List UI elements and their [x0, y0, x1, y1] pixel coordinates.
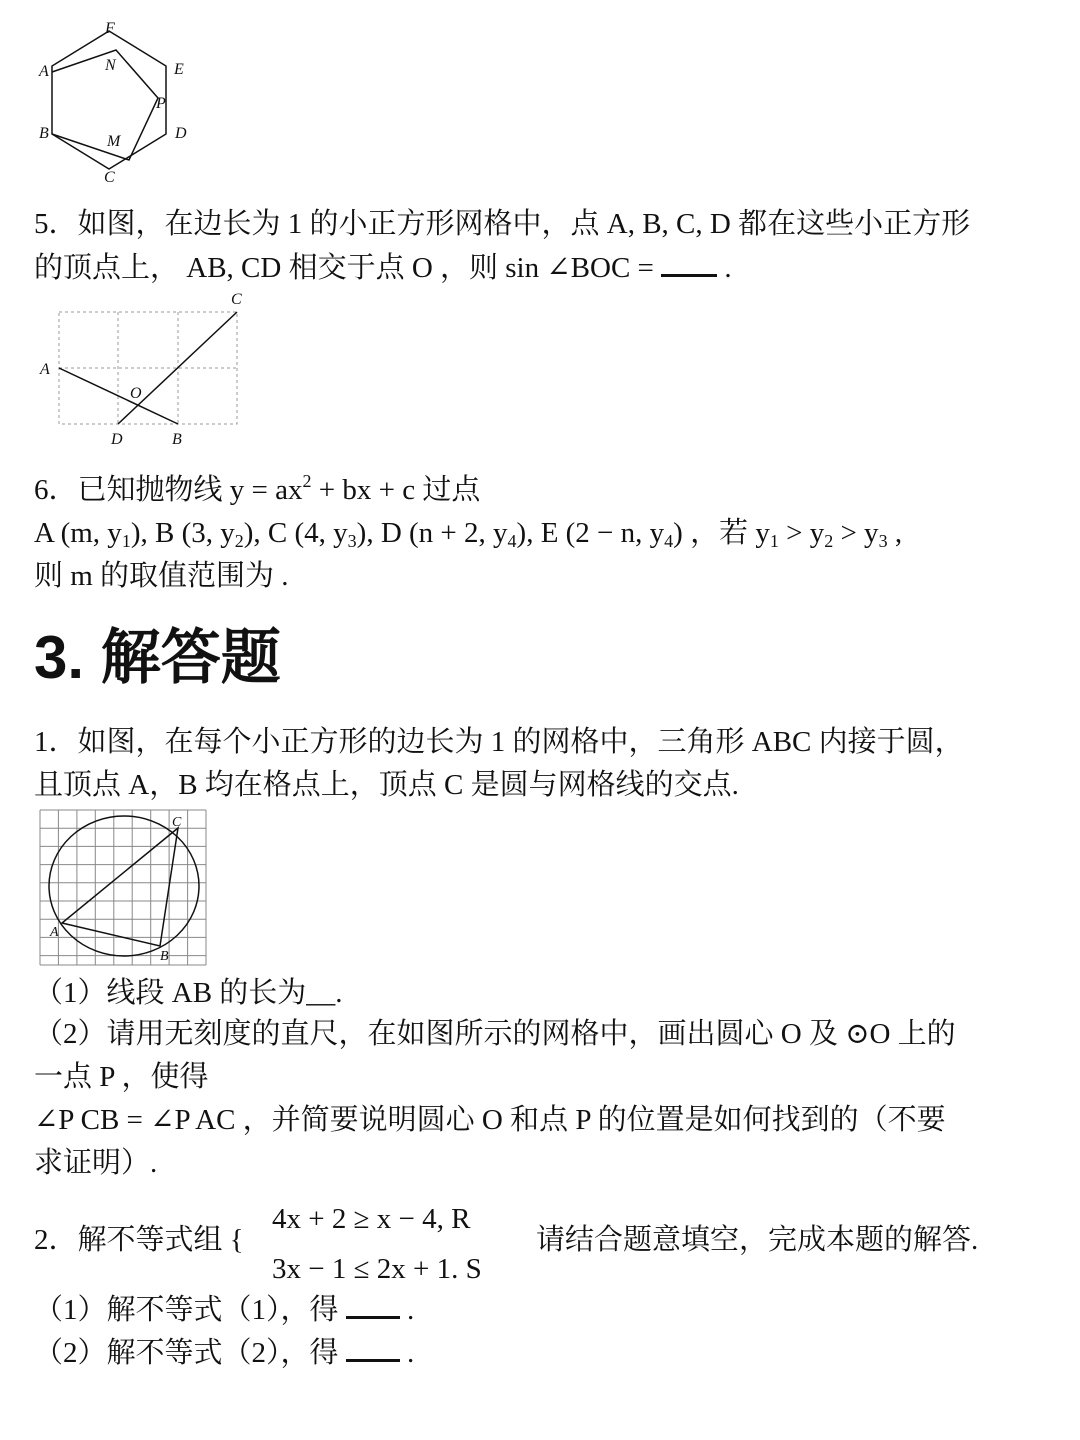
- label-F: F: [105, 20, 115, 37]
- a1-sub2-line1: （2）请用无刻度的直尺，在如图所示的网格中，画出圆心 O 及 ⊙O 上的: [34, 1018, 956, 1050]
- a2-sub2-blank[interactable]: [346, 1333, 400, 1362]
- q5-line1: 5．如图，在边长为 1 的小正方形网格中，点 A, B, C, D 都在这些小正方形: [34, 208, 971, 240]
- circle-grid-figure: [38, 808, 210, 968]
- a2-sub2-period: .: [407, 1337, 415, 1369]
- q6-text: ), B (3, y: [130, 517, 235, 549]
- q6-text: ), E (2 − n, y: [516, 517, 665, 549]
- triangle-ABC: [62, 828, 178, 946]
- a2-prefix: 2．解不等式组 {: [34, 1224, 244, 1256]
- label-A: A: [39, 63, 49, 80]
- q6-line1: [34, 470, 480, 510]
- label-C: C: [104, 169, 115, 186]
- q6-line3: 则 m 的取值范围为 .: [34, 560, 289, 592]
- q6-sub: 1: [769, 531, 779, 551]
- a1-sub2-line4: 求证明）.: [34, 1147, 158, 1179]
- a1-sub2-line2: 一点 P ，使得: [34, 1061, 209, 1093]
- label-M: M: [107, 133, 121, 150]
- q6-line1-post: + bx + c 过点: [311, 474, 481, 506]
- q6-text: > y: [778, 517, 825, 549]
- a2-suffix: 请结合题意填空，完成本题的解答.: [536, 1224, 979, 1256]
- q6-sub: 2: [824, 531, 834, 551]
- a2-sub1: [34, 1290, 414, 1330]
- a2-sub2-text: （2）解不等式（2），得: [34, 1337, 339, 1369]
- a1-sub2-line3: ∠P CB = ∠P AC ，并简要说明圆心 O 和点 P 的位置是如何找到的（不要: [34, 1104, 946, 1136]
- a2-sub1-text: （1）解不等式（1），得: [34, 1294, 339, 1326]
- q6-line1-pre: 6．已知抛物线 y = ax: [34, 474, 303, 506]
- q6-text: ), D (n + 2, y: [356, 517, 508, 549]
- q5-line2-end: .: [724, 252, 732, 284]
- q6-exponent: 2: [302, 471, 312, 491]
- label-B: B: [39, 125, 49, 142]
- q6-text: ) ，若 y: [673, 517, 770, 549]
- label-D: D: [175, 125, 187, 142]
- a2-sub2: [34, 1333, 414, 1373]
- a1-line2: 且顶点 A，B 均在格点上，顶点 C 是圆与网格线的交点.: [34, 769, 739, 801]
- grid-figure-q5: [34, 288, 254, 453]
- section-title: 3. 解答题: [34, 624, 281, 691]
- label-B: B: [172, 431, 182, 448]
- label-N: N: [105, 57, 116, 74]
- label-C: C: [231, 291, 242, 308]
- q6-sub: 4: [507, 531, 517, 551]
- q6-sub: 3: [347, 531, 357, 551]
- label-B: B: [160, 949, 169, 964]
- label-O: O: [130, 385, 142, 402]
- a1-line1: 1．如图，在每个小正方形的边长为 1 的网格中，三角形 ABC 内接于圆，: [34, 726, 964, 758]
- q6-sub: 1: [121, 531, 131, 551]
- label-D: D: [111, 431, 123, 448]
- q6-text: ), C (4, y: [243, 517, 348, 549]
- segment-CD: [118, 312, 237, 424]
- q6-sub: 3: [878, 531, 888, 551]
- q6-sub: 2: [234, 531, 244, 551]
- a2-sub1-blank[interactable]: [346, 1290, 400, 1319]
- a2-inequality-1: 4x + 2 ≥ x − 4, R: [272, 1203, 471, 1235]
- label-C: C: [172, 815, 182, 830]
- a2-sub1-period: .: [407, 1294, 415, 1326]
- a1-sub1: （1）线段 AB 的长为__.: [34, 977, 343, 1009]
- label-P: P: [156, 95, 166, 112]
- hexagon-figure: [34, 20, 204, 190]
- q5-line2: [34, 248, 732, 288]
- label-E: E: [174, 61, 184, 78]
- label-A: A: [50, 925, 59, 940]
- q6-sub: 4: [664, 531, 674, 551]
- label-A: A: [40, 361, 50, 378]
- q6-text: A (m, y: [34, 517, 122, 549]
- q6-text: ,: [887, 517, 903, 549]
- q5-line2-text: 的顶点上， AB, CD 相交于点 O ，则 sin ∠BOC =: [34, 252, 662, 284]
- q6-line2: [34, 513, 902, 553]
- a2-inequality-2: 3x − 1 ≤ 2x + 1. S: [272, 1253, 482, 1285]
- q5-answer-blank[interactable]: [661, 248, 717, 277]
- q6-text: > y: [833, 517, 879, 549]
